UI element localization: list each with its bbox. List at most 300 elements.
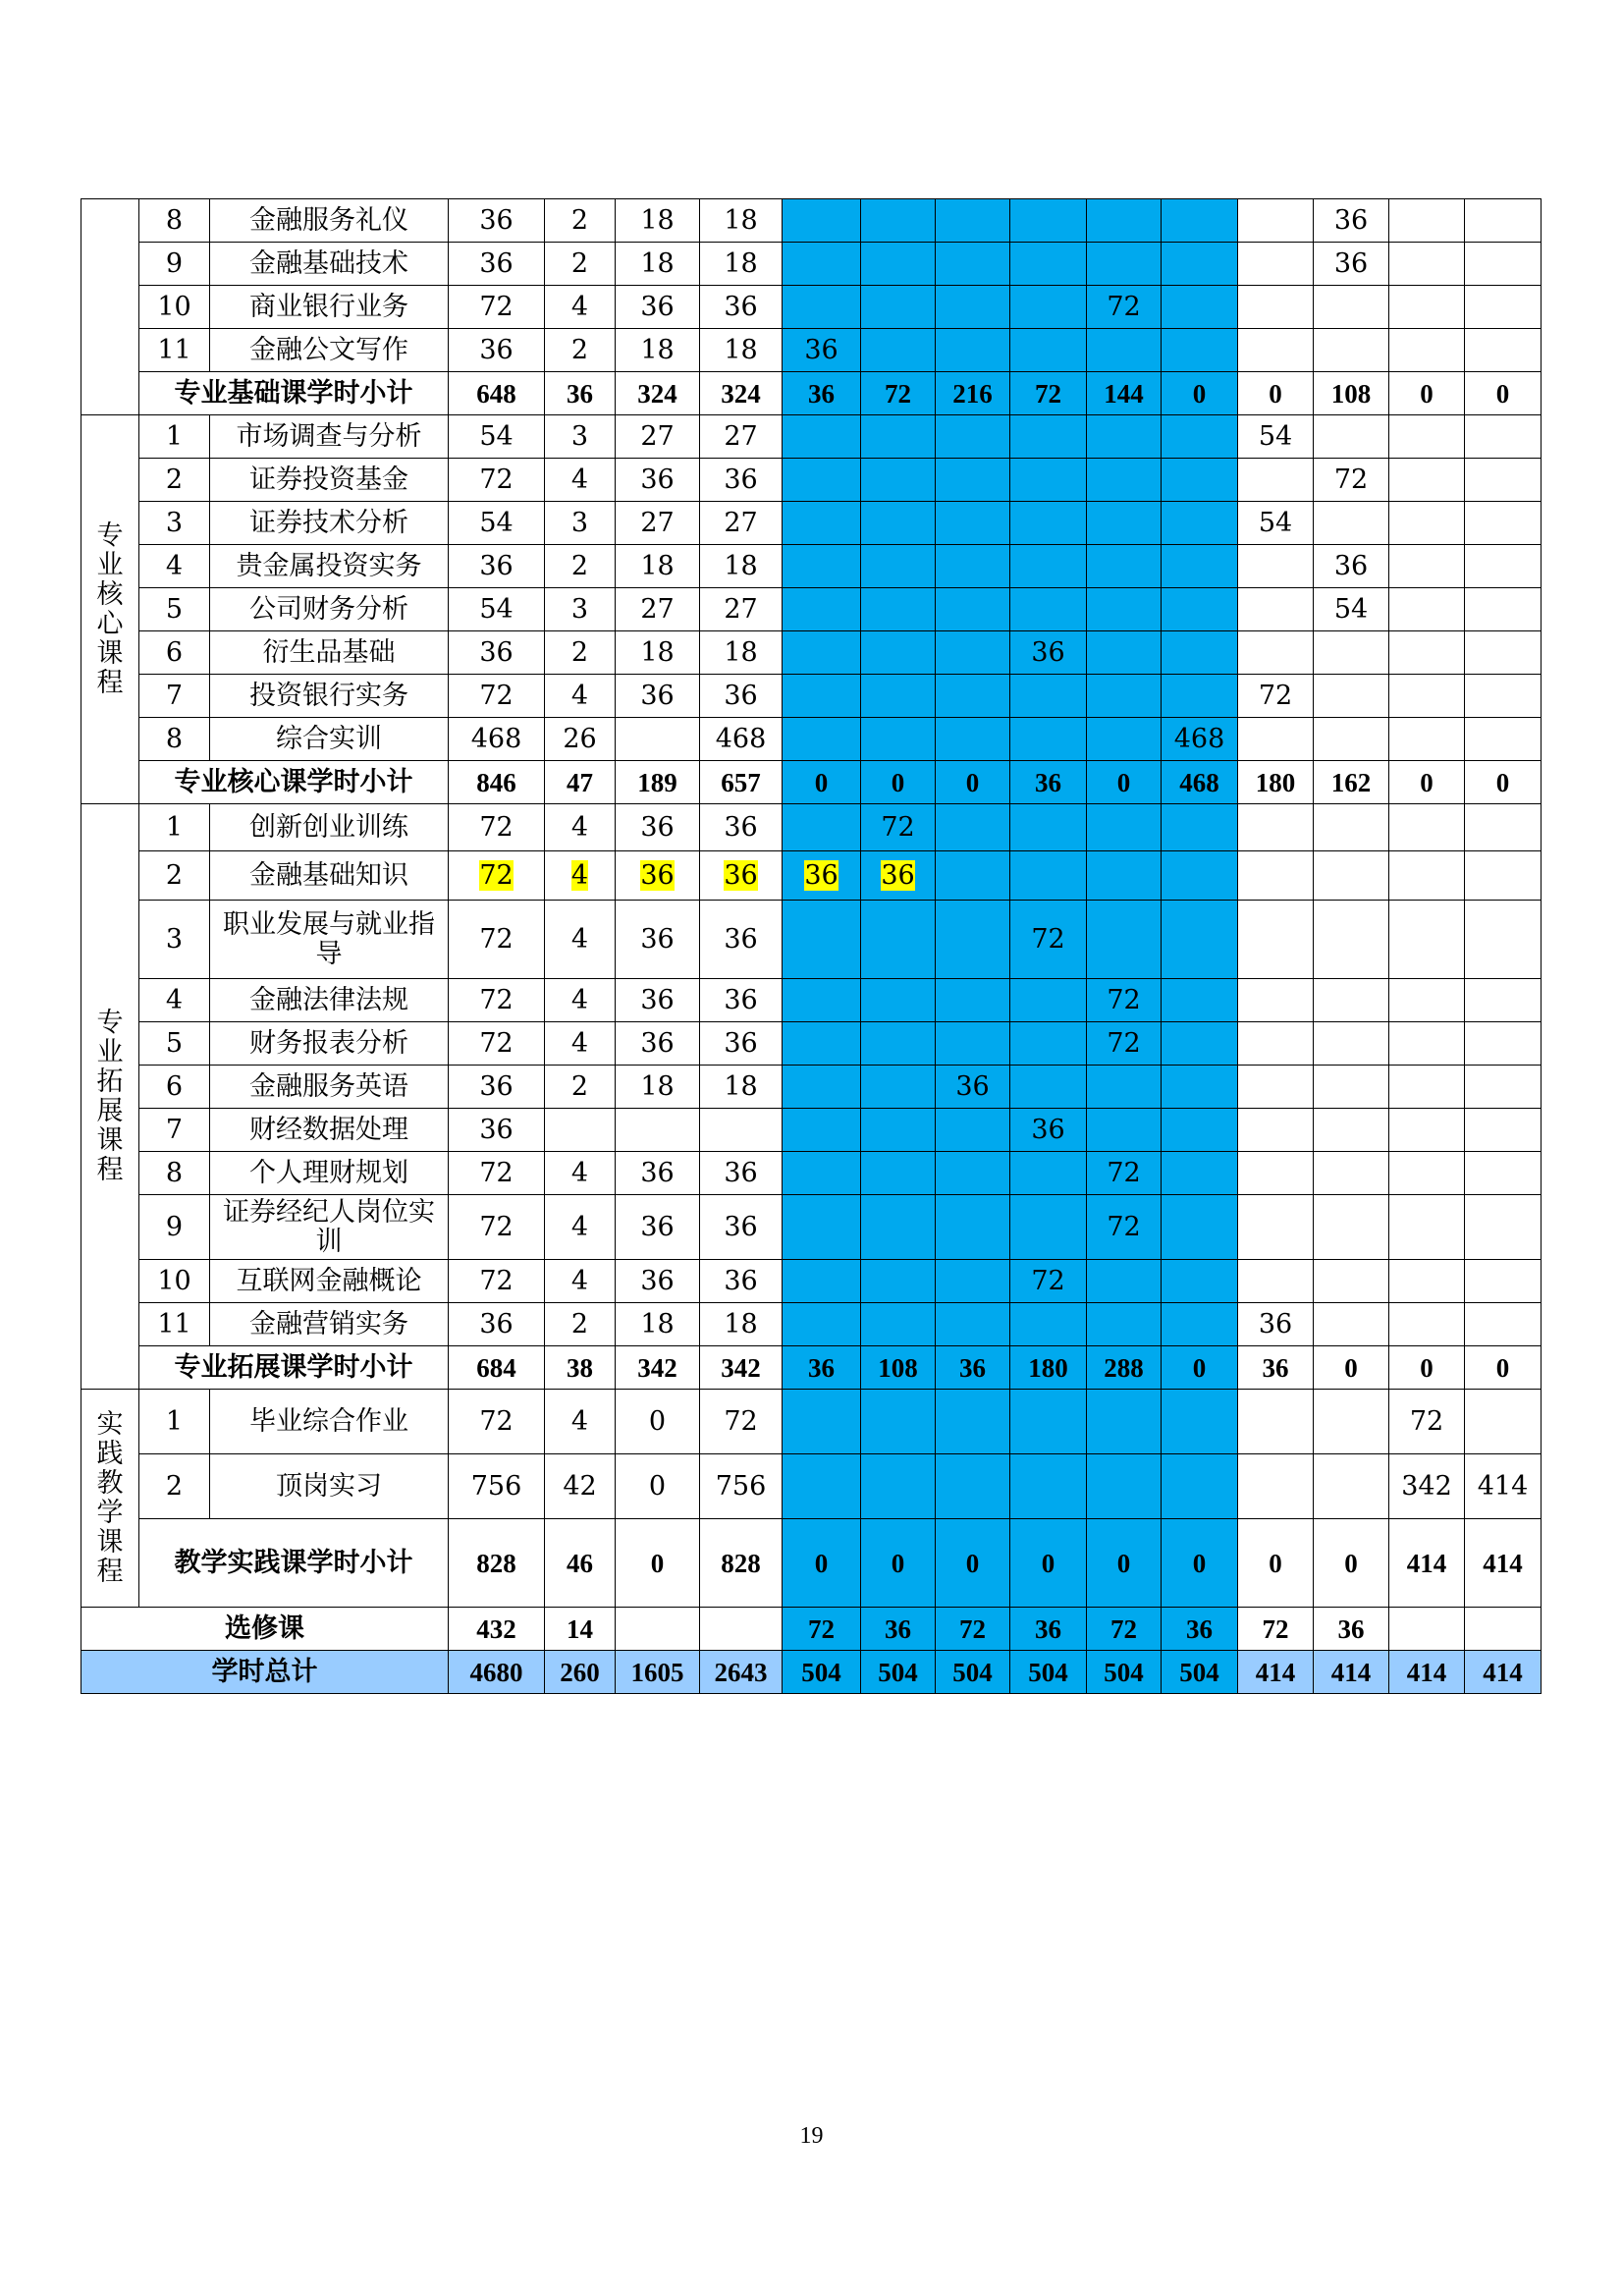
hours-cell	[616, 1152, 700, 1195]
hours-cell	[861, 901, 936, 979]
hours-cell	[861, 1454, 936, 1519]
hours-cell	[1010, 1454, 1087, 1519]
grand-total-row	[81, 1651, 1542, 1694]
table-row	[81, 979, 1542, 1022]
hours-cell	[783, 1066, 861, 1109]
hours-value: 36	[724, 464, 758, 495]
hours-cell	[1087, 804, 1162, 851]
hours-cell	[1238, 1152, 1314, 1195]
hours-value: 72	[1031, 1265, 1065, 1296]
subtotal-row	[81, 761, 1542, 804]
hours-value: 36	[724, 811, 758, 843]
hours-cell	[449, 588, 545, 631]
hours-cell	[1162, 459, 1238, 502]
hours-cell	[1162, 1195, 1238, 1260]
hours-value: 36	[640, 923, 675, 955]
hours-value: 27	[640, 507, 675, 538]
hours-cell	[1465, 1066, 1542, 1109]
hours-cell	[783, 329, 861, 372]
hours-cell	[783, 286, 861, 329]
page-number: 19	[799, 2123, 824, 2149]
subtotal-value: 414	[1465, 1519, 1542, 1608]
hours-cell	[616, 502, 700, 545]
hours-cell	[700, 415, 783, 459]
hours-cell	[1238, 1066, 1314, 1109]
hours-cell	[545, 502, 616, 545]
hours-cell	[861, 1390, 936, 1454]
course-name: 互联网金融概论	[210, 1260, 449, 1303]
hours-cell	[700, 1109, 783, 1152]
row-number: 8	[139, 718, 210, 761]
hours-cell	[616, 588, 700, 631]
hours-cell	[616, 459, 700, 502]
hours-cell	[1162, 1109, 1238, 1152]
hours-cell	[545, 631, 616, 675]
hours-value: 54	[1258, 507, 1293, 538]
hours-cell	[616, 1303, 700, 1346]
subtotal-value: 0	[1162, 1346, 1238, 1390]
course-name: 证券投资基金	[210, 459, 449, 502]
hours-cell	[861, 804, 936, 851]
hours-cell	[861, 286, 936, 329]
hours-cell	[1314, 979, 1389, 1022]
hours-cell	[1389, 588, 1465, 631]
hours-cell	[936, 675, 1010, 718]
hours-cell	[1314, 851, 1389, 901]
hours-cell	[700, 459, 783, 502]
subtotal-value: 0	[936, 761, 1010, 804]
hours-value: 27	[640, 420, 675, 452]
hours-cell	[1010, 901, 1087, 979]
subtotal-value: 47	[545, 761, 616, 804]
category-label: 专业核心课程	[96, 519, 124, 698]
hours-cell	[1389, 502, 1465, 545]
hours-cell	[1465, 502, 1542, 545]
table-row	[81, 675, 1542, 718]
elective-value	[700, 1608, 783, 1651]
hours-cell	[616, 1022, 700, 1066]
row-number: 3	[139, 901, 210, 979]
hours-cell	[545, 545, 616, 588]
hours-cell	[700, 243, 783, 286]
hours-cell	[1238, 1195, 1314, 1260]
hours-cell	[700, 1454, 783, 1519]
hours-cell	[449, 979, 545, 1022]
hours-cell	[1389, 631, 1465, 675]
hours-cell	[1087, 243, 1162, 286]
elective-value: 36	[861, 1608, 936, 1651]
hours-cell	[1162, 329, 1238, 372]
hours-cell	[783, 979, 861, 1022]
hours-value: 36	[640, 984, 675, 1015]
hours-cell	[545, 979, 616, 1022]
table-row	[81, 631, 1542, 675]
hours-value: 36	[640, 291, 675, 322]
hours-value: 3	[570, 507, 589, 538]
hours-value: 3	[570, 593, 589, 625]
subtotal-value: 216	[936, 372, 1010, 415]
hours-cell	[616, 545, 700, 588]
hours-cell	[783, 1390, 861, 1454]
hours-cell	[449, 545, 545, 588]
hours-cell	[1389, 1390, 1465, 1454]
course-name: 金融服务礼仪	[210, 199, 449, 243]
hours-cell	[1389, 243, 1465, 286]
hours-cell	[1314, 1454, 1389, 1519]
hours-cell	[861, 1066, 936, 1109]
hours-value: 4	[570, 1157, 589, 1188]
course-name: 金融公文写作	[210, 329, 449, 372]
hours-cell	[1314, 1109, 1389, 1152]
hours-value: 36	[804, 334, 839, 365]
hours-cell	[1010, 675, 1087, 718]
row-number: 10	[139, 1260, 210, 1303]
hours-cell	[1010, 415, 1087, 459]
hours-cell	[1087, 286, 1162, 329]
hours-cell	[1162, 243, 1238, 286]
subtotal-value: 0	[1314, 1519, 1389, 1608]
hours-cell	[1465, 1454, 1542, 1519]
hours-value: 3	[570, 420, 589, 452]
row-number: 11	[139, 1303, 210, 1346]
hours-value: 72	[479, 1157, 514, 1188]
hours-cell	[936, 1303, 1010, 1346]
elective-value	[616, 1608, 700, 1651]
hours-cell	[936, 1109, 1010, 1152]
grand-total-value: 4680	[449, 1651, 545, 1694]
hours-cell	[545, 1390, 616, 1454]
hours-cell	[545, 329, 616, 372]
hours-cell	[783, 675, 861, 718]
subtotal-value: 0	[861, 1519, 936, 1608]
hours-cell	[861, 1303, 936, 1346]
hours-value: 4	[570, 923, 589, 955]
hours-cell	[1389, 286, 1465, 329]
hours-cell	[1238, 631, 1314, 675]
hours-value: 36	[724, 859, 758, 891]
grand-total-value: 2643	[700, 1651, 783, 1694]
hours-value: 72	[1107, 1211, 1141, 1242]
hours-value: 72	[724, 1405, 758, 1437]
hours-cell	[449, 1109, 545, 1152]
hours-cell	[783, 588, 861, 631]
hours-cell	[1162, 675, 1238, 718]
hours-cell	[861, 1195, 936, 1260]
subtotal-value: 324	[616, 372, 700, 415]
hours-value: 72	[1107, 1027, 1141, 1059]
row-number: 8	[139, 1152, 210, 1195]
subtotal-value: 0	[1314, 1346, 1389, 1390]
table-row	[81, 415, 1542, 459]
hours-cell	[936, 1066, 1010, 1109]
row-number: 8	[139, 199, 210, 243]
hours-value: 36	[1333, 550, 1369, 581]
row-number: 1	[139, 804, 210, 851]
hours-cell	[861, 1152, 936, 1195]
hours-cell	[1465, 631, 1542, 675]
elective-value: 36	[1162, 1608, 1238, 1651]
hours-cell	[700, 851, 783, 901]
hours-cell	[616, 1454, 700, 1519]
hours-cell	[449, 1022, 545, 1066]
hours-cell	[1314, 1260, 1389, 1303]
hours-cell	[1465, 851, 1542, 901]
hours-value: 4	[570, 811, 589, 843]
hours-cell	[1389, 804, 1465, 851]
hours-cell	[1087, 901, 1162, 979]
hours-cell	[1238, 718, 1314, 761]
subtotal-value: 342	[616, 1346, 700, 1390]
hours-value: 36	[1031, 636, 1065, 668]
hours-cell	[449, 329, 545, 372]
hours-cell	[700, 804, 783, 851]
hours-cell	[616, 243, 700, 286]
hours-value: 36	[724, 1265, 758, 1296]
hours-cell	[1162, 1066, 1238, 1109]
hours-cell	[1465, 718, 1542, 761]
hours-cell	[1389, 545, 1465, 588]
hours-cell	[616, 199, 700, 243]
hours-cell	[1389, 329, 1465, 372]
course-name: 投资银行实务	[210, 675, 449, 718]
hours-value: 4	[570, 464, 589, 495]
subtotal-row	[81, 1346, 1542, 1390]
hours-cell	[1162, 1303, 1238, 1346]
hours-cell	[1087, 199, 1162, 243]
hours-cell	[1314, 1303, 1389, 1346]
hours-cell	[1238, 502, 1314, 545]
hours-value: 54	[1258, 420, 1293, 452]
hours-cell	[700, 199, 783, 243]
subtotal-row	[81, 1519, 1542, 1608]
hours-cell	[1314, 1390, 1389, 1454]
grand-total-value: 414	[1314, 1651, 1389, 1694]
hours-cell	[783, 1260, 861, 1303]
subtotal-value: 36	[783, 1346, 861, 1390]
hours-cell	[449, 804, 545, 851]
hours-cell	[1465, 243, 1542, 286]
hours-cell	[1389, 415, 1465, 459]
subtotal-value: 0	[1238, 1519, 1314, 1608]
hours-cell	[861, 459, 936, 502]
hours-cell	[449, 243, 545, 286]
subtotal-value: 0	[1238, 372, 1314, 415]
hours-cell	[616, 1260, 700, 1303]
hours-cell	[700, 1022, 783, 1066]
hours-cell	[449, 1195, 545, 1260]
hours-cell	[700, 329, 783, 372]
course-name: 金融基础知识	[210, 851, 449, 901]
hours-value: 18	[724, 550, 758, 581]
hours-value: 4	[570, 1027, 589, 1059]
hours-cell	[449, 631, 545, 675]
row-number: 2	[139, 459, 210, 502]
hours-cell	[1389, 901, 1465, 979]
elective-value: 36	[1010, 1608, 1087, 1651]
hours-value: 18	[640, 247, 675, 279]
hours-cell	[616, 804, 700, 851]
hours-value: 18	[724, 247, 758, 279]
table-row	[81, 1195, 1542, 1260]
hours-cell	[936, 1022, 1010, 1066]
hours-cell	[783, 1195, 861, 1260]
hours-cell	[1389, 1022, 1465, 1066]
hours-cell	[1238, 459, 1314, 502]
hours-cell	[1389, 1109, 1465, 1152]
hours-cell	[616, 1195, 700, 1260]
hours-cell	[1087, 329, 1162, 372]
hours-value: 468	[470, 723, 522, 754]
course-name: 公司财务分析	[210, 588, 449, 631]
hours-cell	[1162, 718, 1238, 761]
course-name: 商业银行业务	[210, 286, 449, 329]
hours-cell	[783, 243, 861, 286]
subtotal-value: 108	[861, 1346, 936, 1390]
hours-value: 72	[479, 1027, 514, 1059]
hours-value: 2	[570, 334, 589, 365]
hours-value: 36	[640, 1027, 675, 1059]
subtotal-value: 0	[1162, 372, 1238, 415]
subtotal-label: 专业拓展课学时小计	[139, 1346, 449, 1390]
course-name: 职业发展与就业指导	[210, 901, 449, 979]
table-row	[81, 1303, 1542, 1346]
hours-cell	[1087, 588, 1162, 631]
hours-cell	[1465, 415, 1542, 459]
hours-cell	[1162, 804, 1238, 851]
subtotal-value: 180	[1238, 761, 1314, 804]
hours-cell	[1238, 1260, 1314, 1303]
subtotal-value: 72	[1010, 372, 1087, 415]
hours-value: 54	[479, 420, 514, 452]
hours-cell	[1465, 1390, 1542, 1454]
table-row	[81, 1260, 1542, 1303]
hours-cell	[936, 459, 1010, 502]
hours-value: 54	[479, 593, 514, 625]
table-row	[81, 459, 1542, 502]
hours-cell	[1087, 1195, 1162, 1260]
hours-value: 72	[479, 1265, 514, 1296]
grand-total-value: 260	[545, 1651, 616, 1694]
hours-cell	[1010, 1303, 1087, 1346]
subtotal-value: 684	[449, 1346, 545, 1390]
hours-cell	[783, 502, 861, 545]
table-row	[81, 1022, 1542, 1066]
hours-cell	[861, 631, 936, 675]
course-name: 贵金属投资实务	[210, 545, 449, 588]
category-cell	[81, 199, 139, 415]
row-number: 6	[139, 1066, 210, 1109]
hours-cell	[1314, 1022, 1389, 1066]
hours-value: 36	[479, 204, 514, 236]
grand-total-label: 学时总计	[81, 1651, 449, 1694]
hours-value: 54	[479, 507, 514, 538]
hours-cell	[783, 851, 861, 901]
hours-value: 36	[479, 1114, 514, 1145]
grand-total-value: 504	[861, 1651, 936, 1694]
subtotal-value: 468	[1162, 761, 1238, 804]
course-name: 毕业综合作业	[210, 1390, 449, 1454]
subtotal-value: 180	[1010, 1346, 1087, 1390]
hours-cell	[861, 1022, 936, 1066]
course-hours-table	[81, 198, 1542, 1694]
hours-cell	[861, 243, 936, 286]
hours-cell	[545, 675, 616, 718]
row-number: 11	[139, 329, 210, 372]
subtotal-label: 专业核心课学时小计	[139, 761, 449, 804]
hours-value: 36	[1258, 1308, 1293, 1339]
hours-cell	[861, 979, 936, 1022]
hours-cell	[545, 199, 616, 243]
hours-cell	[1465, 901, 1542, 979]
hours-cell	[783, 901, 861, 979]
hours-cell	[1238, 1390, 1314, 1454]
hours-cell	[1314, 286, 1389, 329]
hours-value: 36	[640, 1157, 675, 1188]
hours-cell	[1087, 718, 1162, 761]
row-number: 7	[139, 1109, 210, 1152]
hours-cell	[1465, 199, 1542, 243]
hours-cell	[449, 718, 545, 761]
hours-cell	[545, 1152, 616, 1195]
grand-total-value: 504	[783, 1651, 861, 1694]
category-cell	[81, 415, 139, 804]
hours-cell	[1010, 631, 1087, 675]
hours-cell	[861, 851, 936, 901]
row-number: 9	[139, 1195, 210, 1260]
hours-value: 4	[570, 984, 589, 1015]
hours-value: 756	[715, 1470, 767, 1502]
hours-cell	[783, 718, 861, 761]
hours-value: 18	[640, 550, 675, 581]
hours-cell	[1162, 1152, 1238, 1195]
hours-cell	[545, 804, 616, 851]
grand-total-value: 414	[1465, 1651, 1542, 1694]
hours-cell	[1162, 979, 1238, 1022]
hours-cell	[1314, 718, 1389, 761]
hours-value: 18	[640, 636, 675, 668]
hours-cell	[1087, 675, 1162, 718]
hours-cell	[1087, 459, 1162, 502]
hours-cell	[616, 286, 700, 329]
hours-cell	[1314, 901, 1389, 979]
hours-value: 0	[648, 1470, 667, 1502]
hours-cell	[1465, 1303, 1542, 1346]
hours-cell	[936, 243, 1010, 286]
row-number: 10	[139, 286, 210, 329]
hours-cell	[545, 1022, 616, 1066]
subtotal-value: 0	[1389, 372, 1465, 415]
hours-cell	[1010, 1152, 1087, 1195]
table-row	[81, 1109, 1542, 1152]
hours-cell	[1314, 588, 1389, 631]
elective-value: 72	[783, 1608, 861, 1651]
hours-cell	[616, 415, 700, 459]
hours-cell	[783, 1303, 861, 1346]
course-name: 金融营销实务	[210, 1303, 449, 1346]
hours-cell	[1314, 502, 1389, 545]
subtotal-value: 846	[449, 761, 545, 804]
hours-value: 4	[570, 1265, 589, 1296]
hours-value: 18	[640, 1308, 675, 1339]
hours-value: 2	[570, 1308, 589, 1339]
hours-cell	[1162, 1454, 1238, 1519]
hours-value: 72	[479, 464, 514, 495]
subtotal-value: 36	[1238, 1346, 1314, 1390]
hours-value: 36	[724, 680, 758, 711]
hours-value: 18	[724, 204, 758, 236]
hours-cell	[700, 1303, 783, 1346]
hours-cell	[616, 851, 700, 901]
